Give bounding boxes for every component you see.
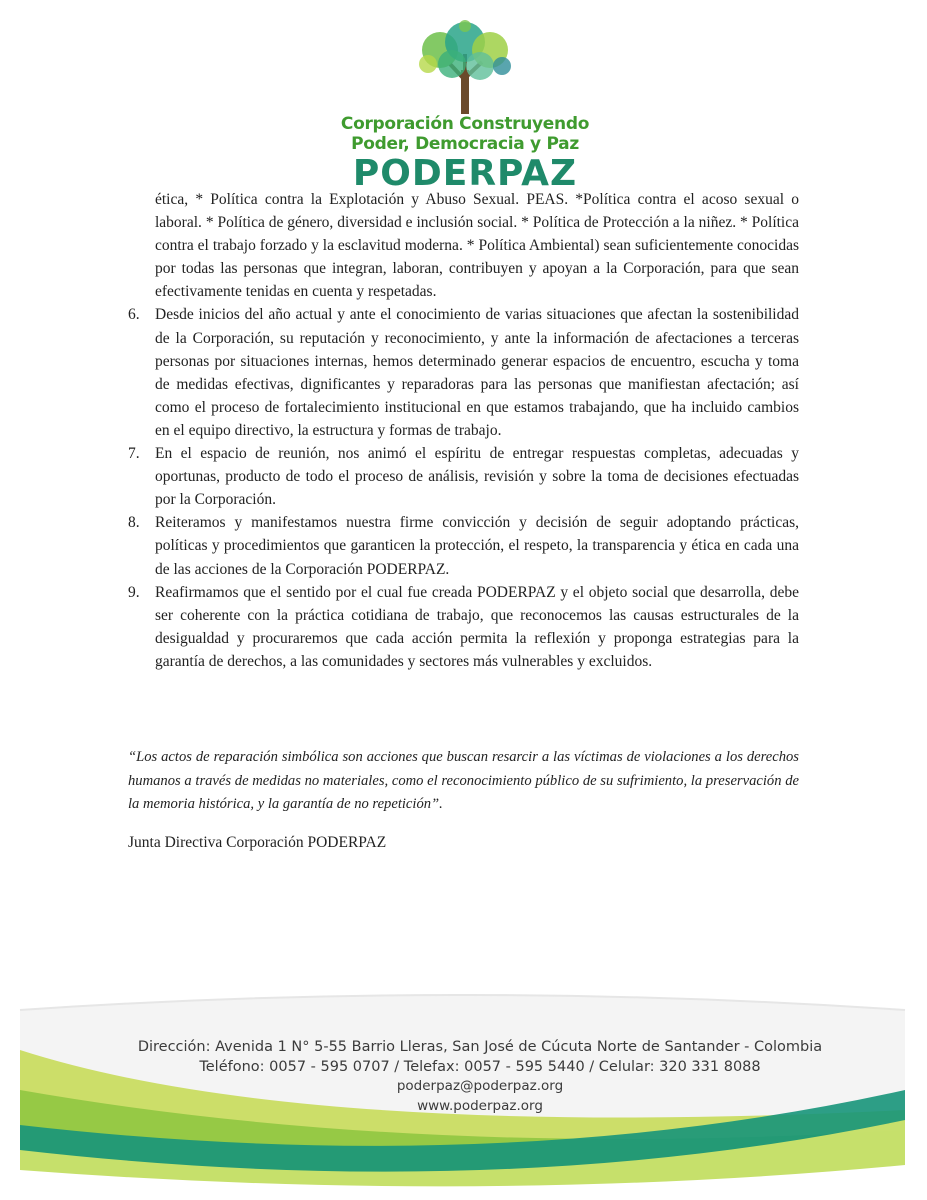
logo-line-1: Corporación Construyendo [340, 114, 590, 134]
list-item-text: Desde inicios del año actual y ante el conocimiento de varias situaciones que afectan la sostenibilidad de la Corporación, su reputación y reconocimiento, y ante la información de afectaciones a terceras personas por situaciones internas, hemos determinado generar espacios de encuentro, escucha y toma de medidas efectivas, dignificantes y reparadoras para las personas que manifiestan afectación; así como el proceso de fortalecimiento institucional en que estamos trabajando, que ha incluido cambios en el equipo directivo, la estructura y formas de trabajo. [155, 306, 799, 439]
list-item [128, 303, 799, 442]
tree-logo-icon [410, 20, 520, 116]
list-item-number: 6. [128, 306, 140, 324]
letterhead [0, 20, 927, 194]
footer-website[interactable]: www.poderpaz.org [417, 1097, 543, 1114]
list-item-number: 8. [128, 514, 140, 532]
footer-address: Dirección: Avenida 1 N° 5-55 Barrio Lleras, San José de Cúcuta Norte de Santander - Colombia [137, 1039, 823, 1055]
footer [0, 990, 927, 1200]
list-item-text: En el espacio de reunión, nos animó el espíritu de entregar respuestas completas, adecuadas y oportunas, producto de todo el proceso de análisis, revisión y sobre la toma de decisiones efectuadas por la Corporación. [155, 445, 799, 509]
signature: Junta Directiva Corporación PODERPAZ [128, 834, 387, 851]
list-item-text: Reiteramos y manifestamos nuestra firme convicción y decisión de seguir adoptando prácticas, políticas y procedimientos que garanticen la protección, el respeto, la transparencia y ética en cada una de las acciones de la Corporación PODERPAZ. [155, 514, 799, 578]
quote-block: “Los actos de reparación simbólica son acciones que buscan resarcir a las víctimas de violaciones a los derechos humanos a través de medidas no materiales, como el reconocimiento público de su sufrimiento, la preservación de la memoria histórica, y la garantía de no repetición”. [128, 749, 799, 812]
logo-name: PODERPAZ [352, 153, 578, 194]
list-item-number: 9. [128, 583, 140, 601]
organization-logo-text [300, 114, 630, 194]
list-item [128, 442, 799, 511]
footer-contact [80, 1038, 880, 1116]
footer-phones: Teléfono: 0057 - 595 0707 / Telefax: 0057 - 595 5440 / Celular: 320 331 8088 [199, 1058, 761, 1075]
list-item-number: 7. [128, 445, 140, 463]
list-item-text: Reafirmamos que el sentido por el cual fue creada PODERPAZ y el objeto social que desarrolla, debe ser coherente con la práctica cotidiana de trabajo, que reconocemos las causas estructurales de la desigualdad y procuraremos que cada acción permita la reflexión y proponga estrategias para la garantía de derechos, a las comunidades y sectores más vulnerables y excluidos. [155, 583, 799, 670]
logo-line-2: Poder, Democracia y Paz [351, 134, 579, 154]
intro-paragraph: ética, * Política contra la Explotación y Abuso Sexual. PEAS. *Política contra el acoso sexual o laboral. * Política de género, diversidad e inclusión social. * Política de Protección a la niñez. * Política contra el trabajo forzado y la esclavitud moderna. * Política Ambiental) sean suficientemente conocidas por todas las personas que integran, laboran, contribuyen y apoyan a la Corporación, para que sean efectivamente tenidas en cuenta y respetadas. [155, 191, 799, 301]
list-item [128, 581, 799, 673]
footer-email[interactable]: poderpaz@poderpaz.org [396, 1078, 564, 1094]
list-item [128, 511, 799, 580]
letter-body [128, 188, 799, 673]
